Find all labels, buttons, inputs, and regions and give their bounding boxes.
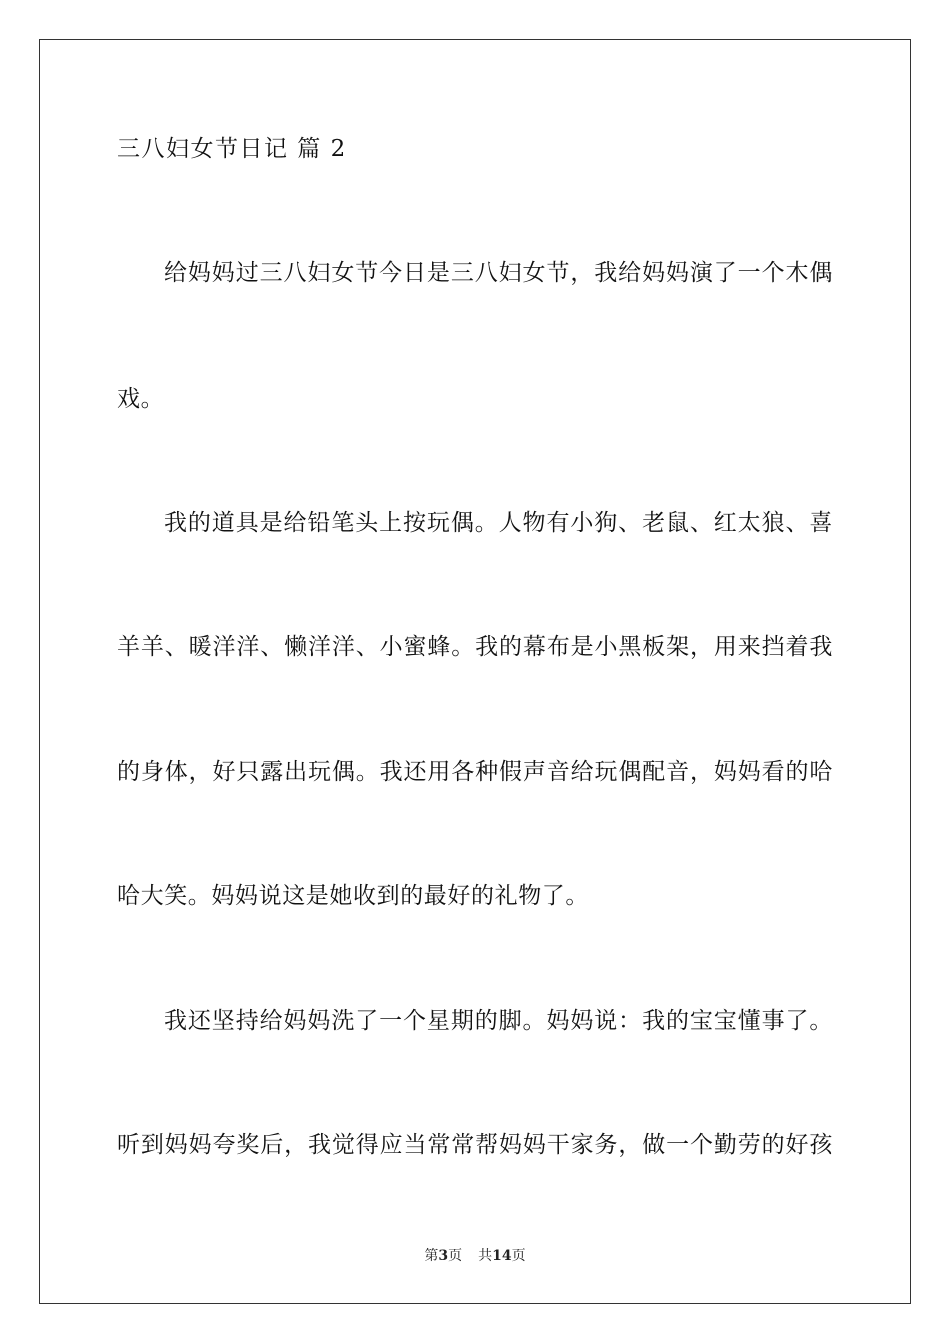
page-title: 三八妇女节日记 篇 2	[117, 136, 347, 162]
footer-total-pages: 14	[492, 1248, 512, 1264]
page-footer	[0, 1247, 950, 1265]
footer-page-number: 3	[438, 1248, 449, 1264]
paragraph-2-line-2: 羊羊、暖洋洋、懒洋洋、小蜜蜂。我的幕布是小黑板架，用来挡着我	[117, 634, 833, 660]
paragraph-2-line-3: 的身体，好只露出玩偶。我还用各种假声音给玩偶配音，妈妈看的哈	[117, 759, 833, 785]
paragraph-2-line-4: 哈大笑。妈妈说这是她收到的最好的礼物了。	[117, 883, 589, 909]
footer-page-prefix: 第	[424, 1248, 439, 1264]
paragraph-1-line-2: 戏。	[117, 386, 165, 412]
footer-total-prefix: 共	[478, 1248, 493, 1264]
paragraph-3-line-1: 我还坚持给妈妈洗了一个星期的脚。妈妈说：我的宝宝懂事了。	[164, 1008, 833, 1034]
page-border	[39, 39, 911, 1304]
paragraph-3-line-2: 听到妈妈夸奖后，我觉得应当常常帮妈妈干家务，做一个勤劳的好孩	[117, 1132, 833, 1158]
paragraph-1-line-1: 给妈妈过三八妇女节今日是三八妇女节，我给妈妈演了一个木偶	[164, 260, 833, 286]
footer-page-suffix: 页	[448, 1248, 463, 1264]
footer-total-suffix: 页	[511, 1248, 526, 1264]
paragraph-2-line-1: 我的道具是给铅笔头上按玩偶。人物有小狗、老鼠、红太狼、喜	[164, 510, 833, 536]
